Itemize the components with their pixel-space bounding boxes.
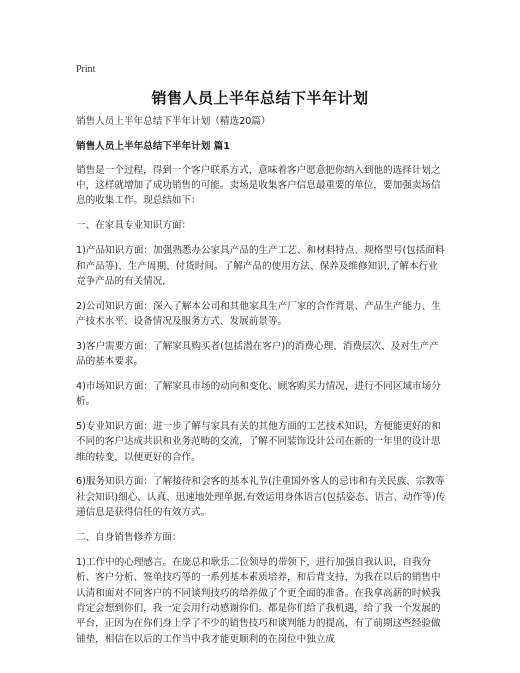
- paragraph-service-knowledge: 6)服务知识方面：了解接待和会客的基本礼节(注重国外客人的忌讳和有关民族、宗教等社会知识)细心、认真、迅速地处理单据,有效运用身体语言(包括姿态、语言、动作等)传递信息是获得信任的有效方式。: [76, 476, 446, 518]
- paragraph-product-knowledge: 1)产品知识方面：加强熟悉办公家具产品的生产工艺、和材料特点、规格型号(包括面料和产品等)、生产周期、付货时间。了解产品的使用方法、保养及维修知识,了解本行业竞争产品的有关情况,: [76, 245, 445, 287]
- article-heading: 销售人员上半年总结下半年计划 篇1: [76, 141, 230, 153]
- section-heading-1: 一、在家具专业知识方面：: [76, 219, 192, 231]
- print-link[interactable]: Print: [76, 64, 96, 75]
- paragraph-intro: 销售是一个过程，得到一个客户联系方式，意味着客户愿意把你纳入到他的选择计划之中，这样就增加了成功销售的可能。卖场是收集客户信息最重要的单位，要加强卖场信息的收集工作。现总结如下：: [76, 164, 441, 207]
- paragraph-market-knowledge: 4)市场知识方面：了解家具市场的动向和变化、顾客购买力情况，进行不同区域市场分析。: [76, 380, 441, 408]
- article-subtitle: 销售人员上半年总结下半年计划（精选20篇）: [76, 116, 271, 127]
- paragraph-company-knowledge: 2)公司知识方面：深入了解本公司和其他家具生产厂家的合作背景、产品生产能力、生产技术水平、设备情况及服务方式、发展前景等。: [76, 300, 441, 327]
- section-heading-2: 二、自身销售修养方面：: [76, 531, 182, 543]
- paragraph-professional-knowledge: 5)专业知识方面：进一步了解与家具有关的其他方面的工艺技术知识，方便能更好的和不同的客户达成共识和业务范畴的交流，了解不同装饰设计公司在新的一年里的设计思维的转变，以便更好的合作。: [76, 420, 441, 463]
- paragraph-customer-needs: 3)客户需要方面：了解家具购买者(包括潜在客户)的消费心理、消费层次、及对生产产品的基本要求。: [76, 340, 439, 368]
- article-body: [76, 114, 446, 656]
- page-title: 销售人员上半年总结下半年计划: [151, 89, 369, 107]
- paragraph-work-mindset: 1)工作中的心理感言。在庞总和耿乐二位领导的带领下，进行加强自我认识，自我分析、客户分析、签单技巧等的一系列基本素质培养，和后背支持，为我在以后的销售中认清和面对不同客户的不同谈判技巧的培养做了个更全面的准备。在我拿高薪的时候我肯定会想到你们，我一定会用行动感谢你们。都是你们给了我机遇，给了我一个发展的平台，正因为在你们身上学了不少的销售技巧和谈判能力的提高，有了前期这些经验做铺垫，相信在以后的工作当中我才能更顺利的在岗位中独立成: [76, 557, 441, 645]
